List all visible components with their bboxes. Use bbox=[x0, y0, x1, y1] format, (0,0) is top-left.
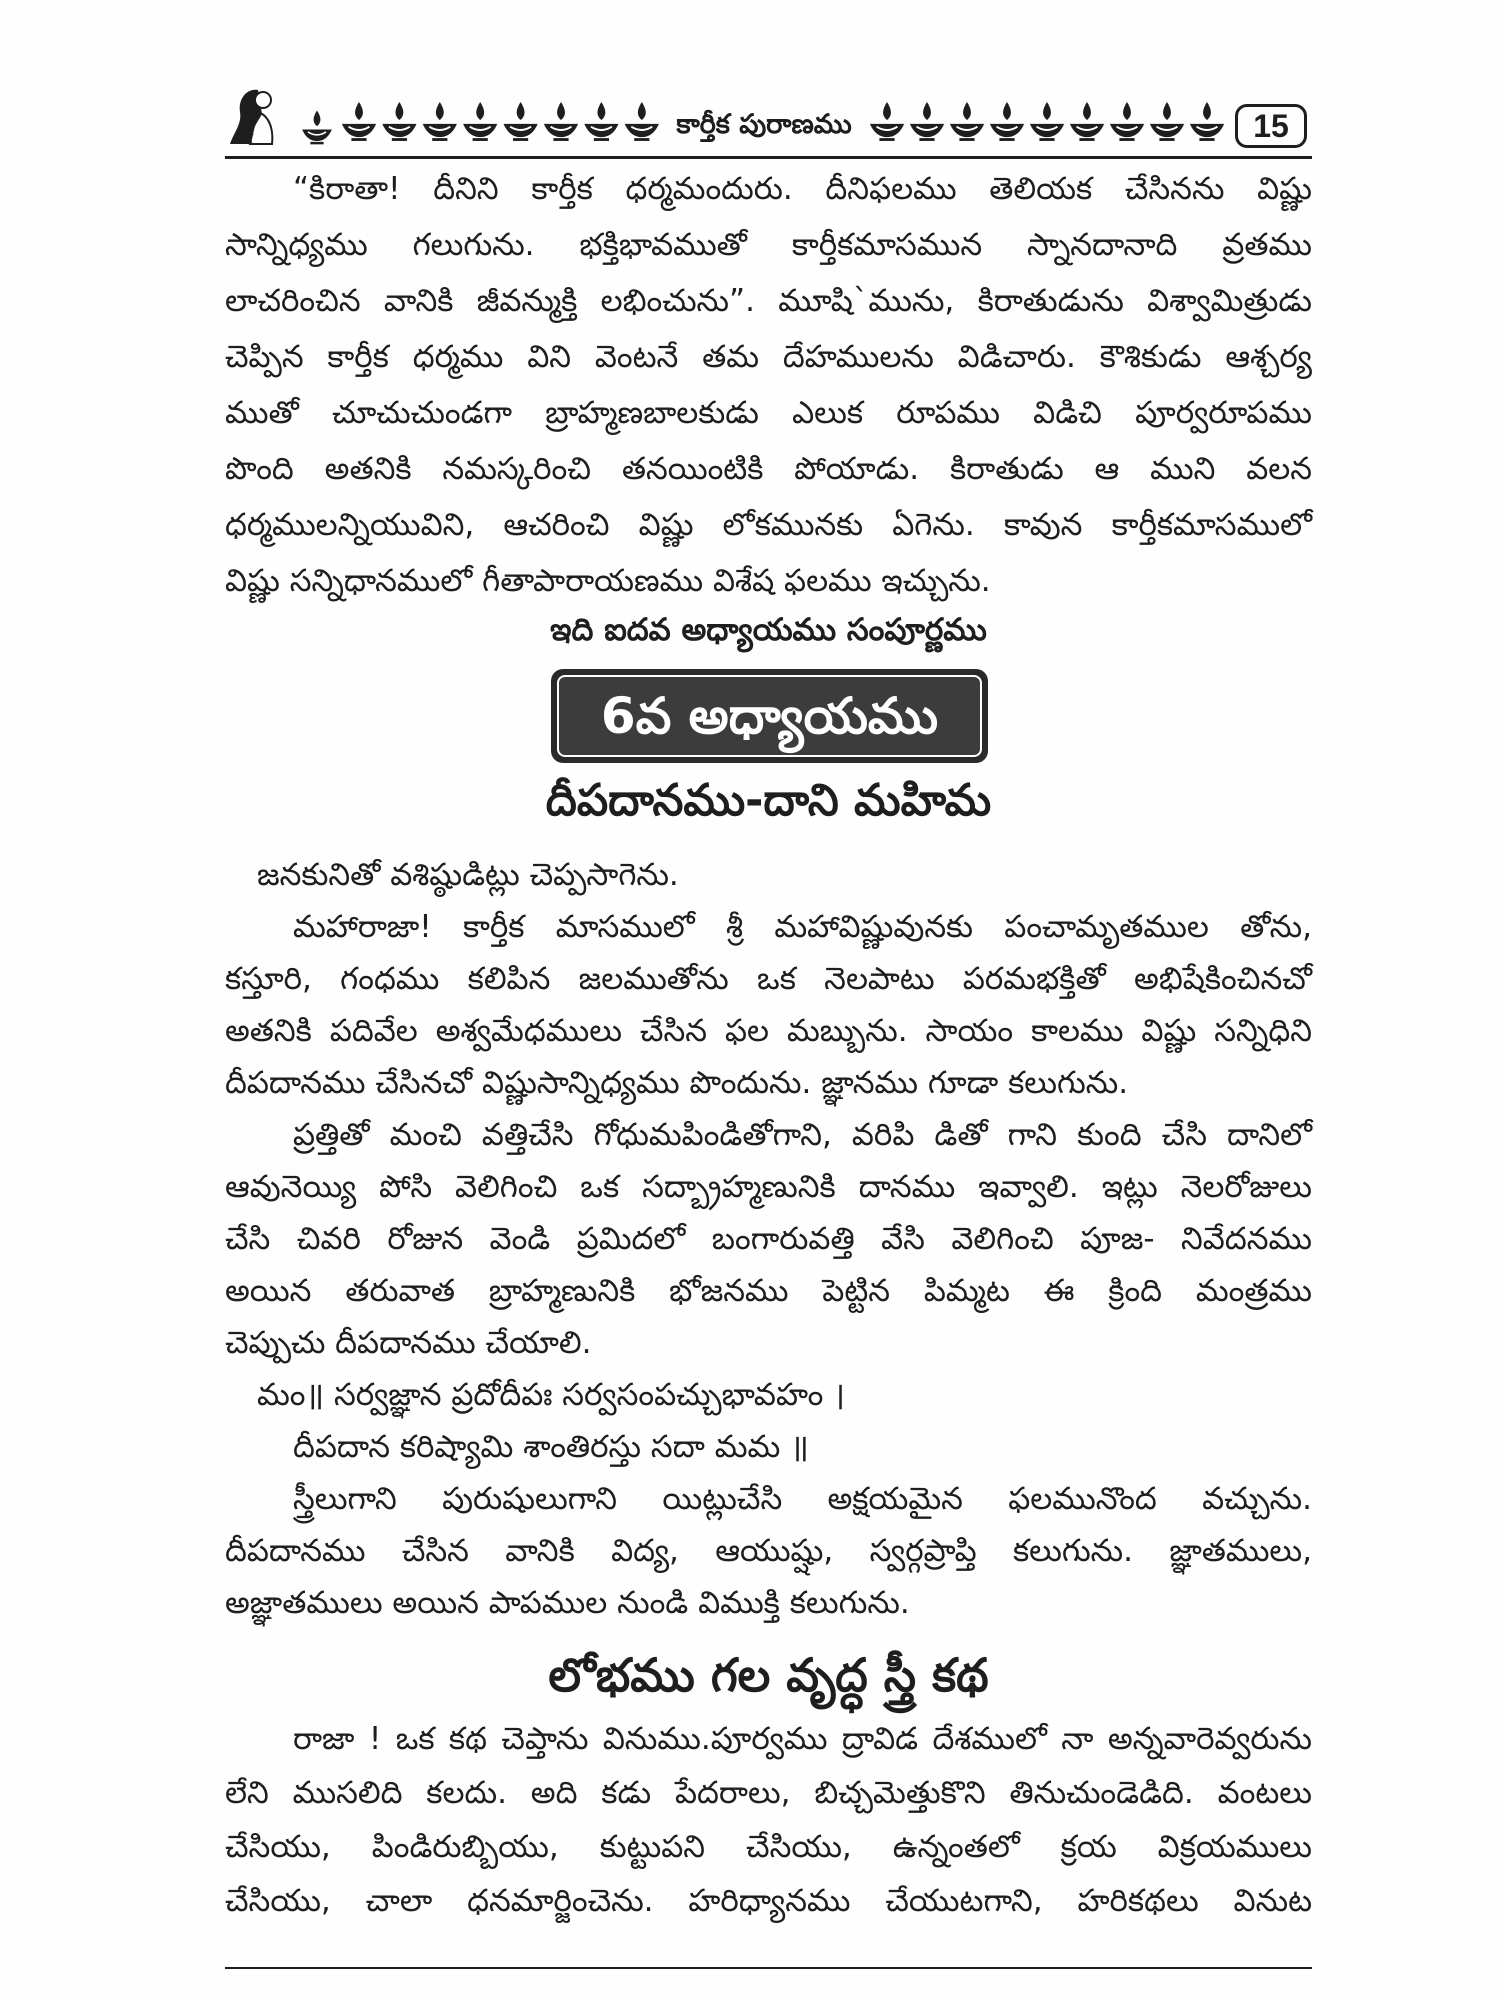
text-line: విష్ణు సన్నిధానములో గీతాపారాయణము విశేష ఫలము ఇచ్చును. bbox=[225, 563, 991, 599]
mantra-line: దీపదాన కరిష్యామి శాంతిరస్తు సదా మమ ॥ bbox=[293, 1429, 809, 1465]
text-line: రాజా ! ఒక కథ చెప్తాను వినుము.పూర్వము ద్రావిడ దేశములో నా అన్నవారెవ్వరును bbox=[293, 1721, 1312, 1757]
oil-lamp-icon bbox=[870, 102, 904, 141]
text-line: సాన్నిధ్యము గలుగును. భక్తిభావముతో కార్తీకమాసమున స్నానదానాది వ్రతము bbox=[225, 227, 1312, 263]
footer-rule bbox=[225, 1967, 1312, 1969]
oil-lamp-icon bbox=[625, 102, 659, 141]
story-title: లోభము గల వృద్ధ స్త్రీ కథ bbox=[548, 1648, 989, 1702]
oil-lamp-icon bbox=[463, 102, 497, 141]
oil-lamp-icon bbox=[950, 102, 984, 141]
text-line: లేని ముసలిది కలదు. అది కడు పేదరాలు, బిచ్చమెత్తుకొని తినుచుండెడిది. వంటలు bbox=[225, 1775, 1312, 1811]
oil-lamp-icon bbox=[584, 102, 618, 141]
oil-lamp-icon bbox=[990, 102, 1024, 141]
text-line: ఆవునెయ్యి పోసి వెలిగించి ఒక సద్బ్రాహ్మణునికి దానము ఇవ్వాలి. ఇట్లు నెలరోజులు bbox=[225, 1169, 1312, 1205]
text-line: స్త్రీలుగాని పురుషులుగాని యిట్లుచేసి అక్షయమైన ఫలమునొంద వచ్చును. bbox=[293, 1481, 1312, 1517]
text-line: “కిరాతా! దీనిని కార్తీక ధర్మమందురు. దీనిఫలము తెలియక చేసినను విష్ణు bbox=[293, 171, 1312, 207]
text-line: ప్రత్తితో మంచి వత్తిచేసి గోధుమపిండితోగాని, వరిపి డితో గాని కుంది చేసి దానిలో bbox=[293, 1117, 1312, 1153]
chapter6-paragraph bbox=[225, 849, 1312, 1629]
book-title: కార్తీక పురాణము bbox=[676, 109, 852, 140]
oil-lamp-icon bbox=[382, 102, 416, 141]
page-number: 15 bbox=[1235, 104, 1307, 148]
goddess-emblem-icon bbox=[230, 90, 272, 144]
text-line: చేసియు, చాలా ధనమార్జించెను. హరిధ్యానము చేయుటగాని, హరికథలు వినుట bbox=[225, 1883, 1312, 1919]
oil-lamp-icon bbox=[423, 102, 457, 141]
text-line: అతనికి పదివేల అశ్వమేధములు చేసిన ఫల మబ్బును. సాయం కాలము విష్ణు సన్నిధిని bbox=[225, 1013, 1312, 1049]
mantra-line: మం॥ సర్వజ్ఞాన ప్రదోదీపః సర్వసంపచ్చుభావహం । bbox=[257, 1377, 845, 1413]
text-line: దీపదానము చేసినచో విష్ణుసాన్నిధ్యము పొందును. జ్ఞానము గూడా కలుగును. bbox=[225, 1065, 1129, 1101]
text-line: ముతో చూచుచుండగా బ్రాహ్మణబాలకుడు ఎలుక రూపము విడిచి పూర్వరూపము bbox=[225, 395, 1312, 431]
text-line: జనకునితో వశిష్ఠుడిట్లు చెప్పసాగెను. bbox=[257, 857, 679, 893]
text-line: చేసి చివరి రోజున వెండి ప్రమిదలో బంగారువత్తి వేసి వెలిగించి పూజ- నివేదనము bbox=[225, 1221, 1312, 1257]
oil-lamp-icon bbox=[1070, 102, 1104, 141]
chapter-title-box bbox=[551, 669, 988, 763]
text-line: ధర్మములన్నియువిని, ఆచరించి విష్ణు లోకమునకు ఏగెను. కావున కార్తీకమాసములో bbox=[225, 507, 1312, 543]
text-line: చేసియు, పిండిరుబ్బియు, కుట్టుపని చేసియు, ఉన్నంతలో క్రయ విక్రయములు bbox=[225, 1829, 1312, 1865]
oil-lamp-icon bbox=[910, 102, 944, 141]
story-paragraph bbox=[225, 1712, 1312, 1928]
oil-lamp-icon bbox=[302, 110, 332, 144]
text-line: మహారాజా! కార్తీక మాసములో శ్రీ మహావిష్ణువునకు పంచామృతముల తోను, bbox=[293, 909, 1312, 945]
text-line: పొంది అతనికి నమస్కరించి తనయింటికి పోయాడు. కిరాతుడు ఆ ముని వలన bbox=[225, 451, 1312, 487]
oil-lamp-icon bbox=[1030, 102, 1064, 141]
oil-lamp-icon bbox=[544, 102, 578, 141]
oil-lamp-icon bbox=[342, 102, 376, 141]
text-line: అజ్ఞాతములు అయిన పాపముల నుండి విముక్తి కలుగును. bbox=[225, 1585, 910, 1621]
text-line: చెప్పిన కార్తీక ధర్మము విని వెంటనే తమ దేహములను విడిచారు. కౌశికుడు ఆశ్చర్య bbox=[225, 339, 1312, 375]
chapter-end-note: ఇది ఐదవ అధ్యాయము సంపూర్ణము bbox=[550, 612, 987, 648]
oil-lamp-icon bbox=[1150, 102, 1184, 141]
oil-lamp-icon bbox=[504, 102, 538, 141]
chapter5-paragraph bbox=[225, 161, 1312, 609]
chapter-title: 6వ అధ్యాయము bbox=[557, 675, 982, 757]
section-title: దీపదానము-దాని మహిమ bbox=[545, 775, 992, 826]
text-line: అయిన తరువాత బ్రాహ్మణునికి భోజనము పెట్టిన పిమ్మట ఈ క్రింది మంత్రము bbox=[225, 1273, 1312, 1309]
text-line: దీపదానము చేసిన వానికి విద్య, ఆయుష్షు, స్వర్గప్రాప్తి కలుగును. జ్ఞాతములు, bbox=[225, 1533, 1312, 1569]
oil-lamp-icon bbox=[1110, 102, 1144, 141]
oil-lamp-icon bbox=[1190, 102, 1224, 141]
text-line: లాచరించిన వానికి జీవన్ముక్తి లభించును”. మూషి`మును, కిరాతుడును విశ్వామిత్రుడు bbox=[225, 283, 1312, 319]
text-line: కస్తూరి, గంధము కలిపిన జలముతోను ఒక నెలపాటు పరమభక్తితో అభిషేకించినచో bbox=[225, 961, 1312, 997]
text-line: చెప్పుచు దీపదానము చేయాలి. bbox=[225, 1325, 592, 1361]
header-rule bbox=[225, 156, 1312, 159]
